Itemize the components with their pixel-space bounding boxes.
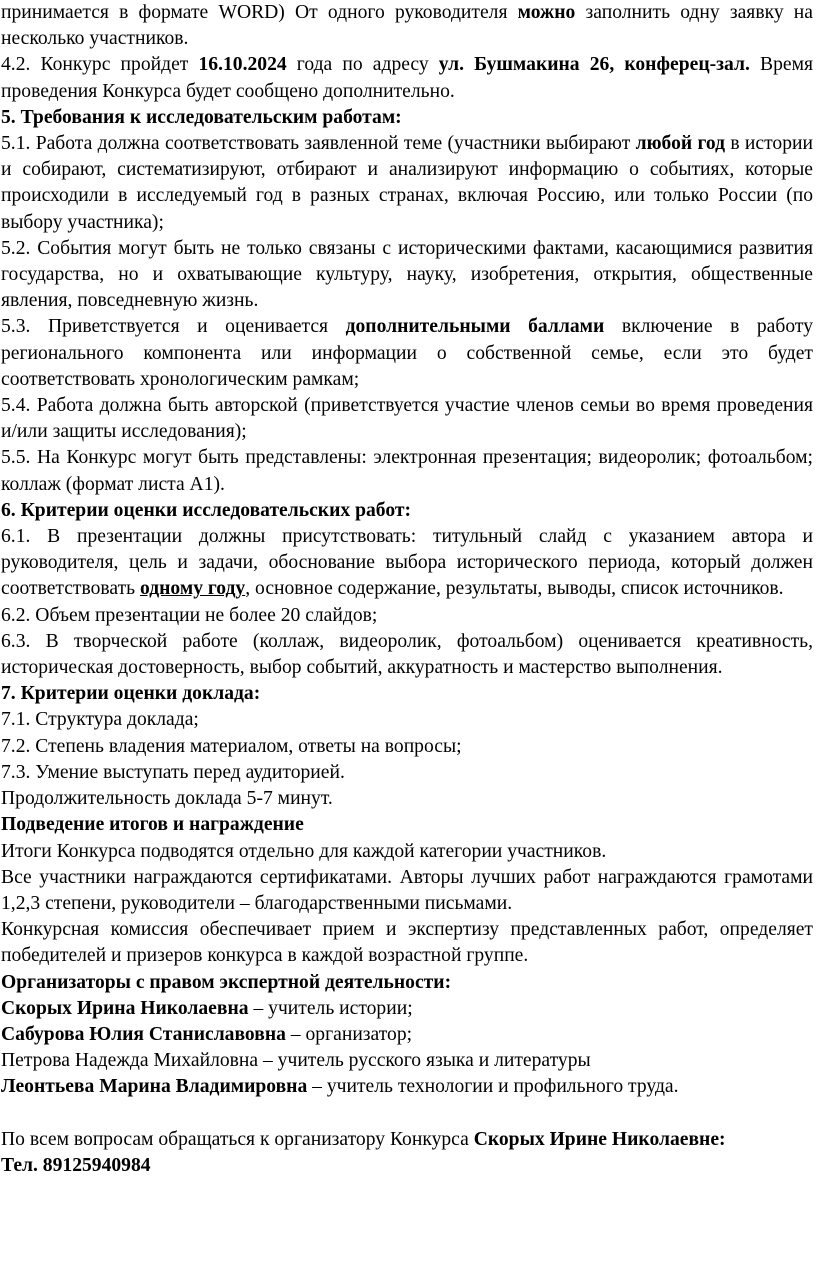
document-paragraph xyxy=(1,1153,813,1179)
bold-text-run: Подведение итогов и награждение xyxy=(1,814,304,836)
text-run: принимается в формате WORD) От одного руководителя xyxy=(1,2,518,23)
document-paragraph xyxy=(1,236,813,315)
text-run: включение в работу регионального компонента или информации о собственной семье, если это будет соответствовать хронологическим рамкам; xyxy=(1,316,813,390)
document-paragraph xyxy=(1,0,813,52)
text-run: – организатор; xyxy=(285,1023,413,1045)
document-paragraph xyxy=(1,760,813,786)
document-paragraph xyxy=(1,314,813,393)
text-run: Продолжительность доклада 5-7 минут. xyxy=(1,788,333,810)
blank-line xyxy=(1,1101,816,1127)
document-paragraph xyxy=(1,105,813,131)
text-run: 6.1. В презентации должны присутствовать: титульный слайд с указанием автора и руководителя, цель и задачи, обоснование выбора исторического периода, который должен соответствовать xyxy=(1,526,813,600)
text-run: 5.3. Приветствуется и оценивается xyxy=(1,316,346,338)
text-run: 6.2. Объем презентации не более 20 слайдов; xyxy=(1,604,378,626)
text-run: Время проведения Конкурса будет сообщено дополнительно. xyxy=(1,54,813,102)
document-paragraph xyxy=(1,970,813,996)
document-paragraph xyxy=(1,1127,813,1153)
document-paragraph xyxy=(1,786,813,812)
document-paragraph xyxy=(1,1022,813,1048)
document-paragraph xyxy=(1,393,813,445)
bold-text-run: Леонтьева Марина Владимировна xyxy=(1,1076,308,1098)
bold-text-run: Скорых Ирине Николаевне: xyxy=(473,1128,726,1150)
text-run: – учитель истории; xyxy=(248,997,413,1019)
bold-text-run: ул. Бушмакина 26, конферец-зал. xyxy=(438,54,750,76)
document-paragraph xyxy=(1,1074,813,1100)
document-paragraph xyxy=(1,839,813,865)
text-run: 5.4. Работа должна быть авторской (приветствуется участие членов семьи во время проведения и/или защиты исследования); xyxy=(1,395,813,443)
text-run: года по адресу xyxy=(286,54,439,76)
bold-text-run: Организаторы с правом экспертной деятельности: xyxy=(1,971,452,993)
text-run: 5.5. На Конкурс могут быть представлены: электронная презентация; видеоролик; фотоальбом; коллаж (формат листа А1). xyxy=(1,447,813,495)
text-run: Итоги Конкурса подводятся отдельно для каждой категории участников. xyxy=(1,840,607,862)
text-run: Конкурсная комиссия обеспечивает прием и экспертизу представленных работ, определяет победителей и призеров конкурса в каждой возрастной группе. xyxy=(1,919,813,967)
document-paragraph xyxy=(1,707,813,733)
text-run: 5.2. События могут быть не только связаны с историческими фактами, касающимися развития государства, но и охватывающие культуру, науку, изобретения, открытия, общественные явления, повседневную жизнь. xyxy=(1,237,813,312)
bold-text-run: 5. Требования к исследовательским работам: xyxy=(1,106,402,128)
bold-text-run: дополнительными баллами xyxy=(345,316,605,338)
document-paragraph xyxy=(1,52,813,104)
document-paragraph xyxy=(1,498,813,524)
document-paragraph xyxy=(1,629,813,681)
bold-text-run: Тел. 89125940984 xyxy=(1,1154,151,1176)
bold-text-run: 6. Критерии оценки исследовательских работ: xyxy=(1,499,412,521)
bold-text-run: одному году xyxy=(139,578,246,600)
text-run: 5.1. Работа должна соответствовать заявленной теме (участники выбирают xyxy=(1,133,636,155)
text-run: в истории и собирают, систематизируют, отбирают и анализируют информацию о событиях, которые происходили в исследуемый год в разных странах, включая Россию, или только России (по выбору участника); xyxy=(1,133,813,233)
text-run: – учитель технологии и профильного труда. xyxy=(307,1076,679,1098)
text-run: Все участники награждаются сертификатами. Авторы лучших работ награждаются грамотами 1,2,3 степени, руководители – благодарственными письмами. xyxy=(1,866,813,914)
text-run: заполнить одну заявку на несколько участников. xyxy=(1,2,813,50)
document-paragraph xyxy=(1,996,813,1022)
text-run: 6.3. В творческой работе (коллаж, видеоролик, фотоальбом) оценивается креативность, историческая достоверность, выбор событий, аккуратность и мастерство выполнения. xyxy=(1,630,813,679)
bold-text-run: Сабурова Юлия Станиславовна xyxy=(1,1023,286,1045)
text-run: Петрова Надежда Михайловна – учитель русского языка и литературы xyxy=(1,1050,591,1072)
bold-text-run: 7. Критерии оценки доклада: xyxy=(1,683,261,705)
document-paragraph xyxy=(1,917,813,969)
bold-text-run: можно xyxy=(517,2,576,23)
document-paragraph xyxy=(1,603,813,629)
document-paragraph xyxy=(1,734,813,760)
document-paragraph xyxy=(1,131,813,236)
text-run: , основное содержание, результаты, выводы, список источников. xyxy=(245,578,784,600)
document-paragraph xyxy=(1,812,813,838)
bold-text-run: любой год xyxy=(635,133,726,155)
text-run: 7.1. Структура доклада; xyxy=(1,709,199,731)
bold-text-run: 16.10.2024 xyxy=(198,54,287,76)
text-run: 4.2. Конкурс пройдет xyxy=(1,54,199,76)
document-paragraph xyxy=(1,865,813,917)
text-run: 7.3. Умение выступать перед аудиторией. xyxy=(1,761,345,783)
document-paragraph xyxy=(1,1048,813,1074)
text-run: По всем вопросам обращаться к организатору Конкурса xyxy=(1,1128,474,1150)
text-run: 7.2. Степень владения материалом, ответы на вопросы; xyxy=(1,735,462,757)
document-paragraph xyxy=(1,524,813,603)
document-paragraph xyxy=(1,445,813,497)
bold-text-run: Скорых Ирина Николаевна xyxy=(1,997,249,1019)
document-paragraph xyxy=(1,681,813,707)
